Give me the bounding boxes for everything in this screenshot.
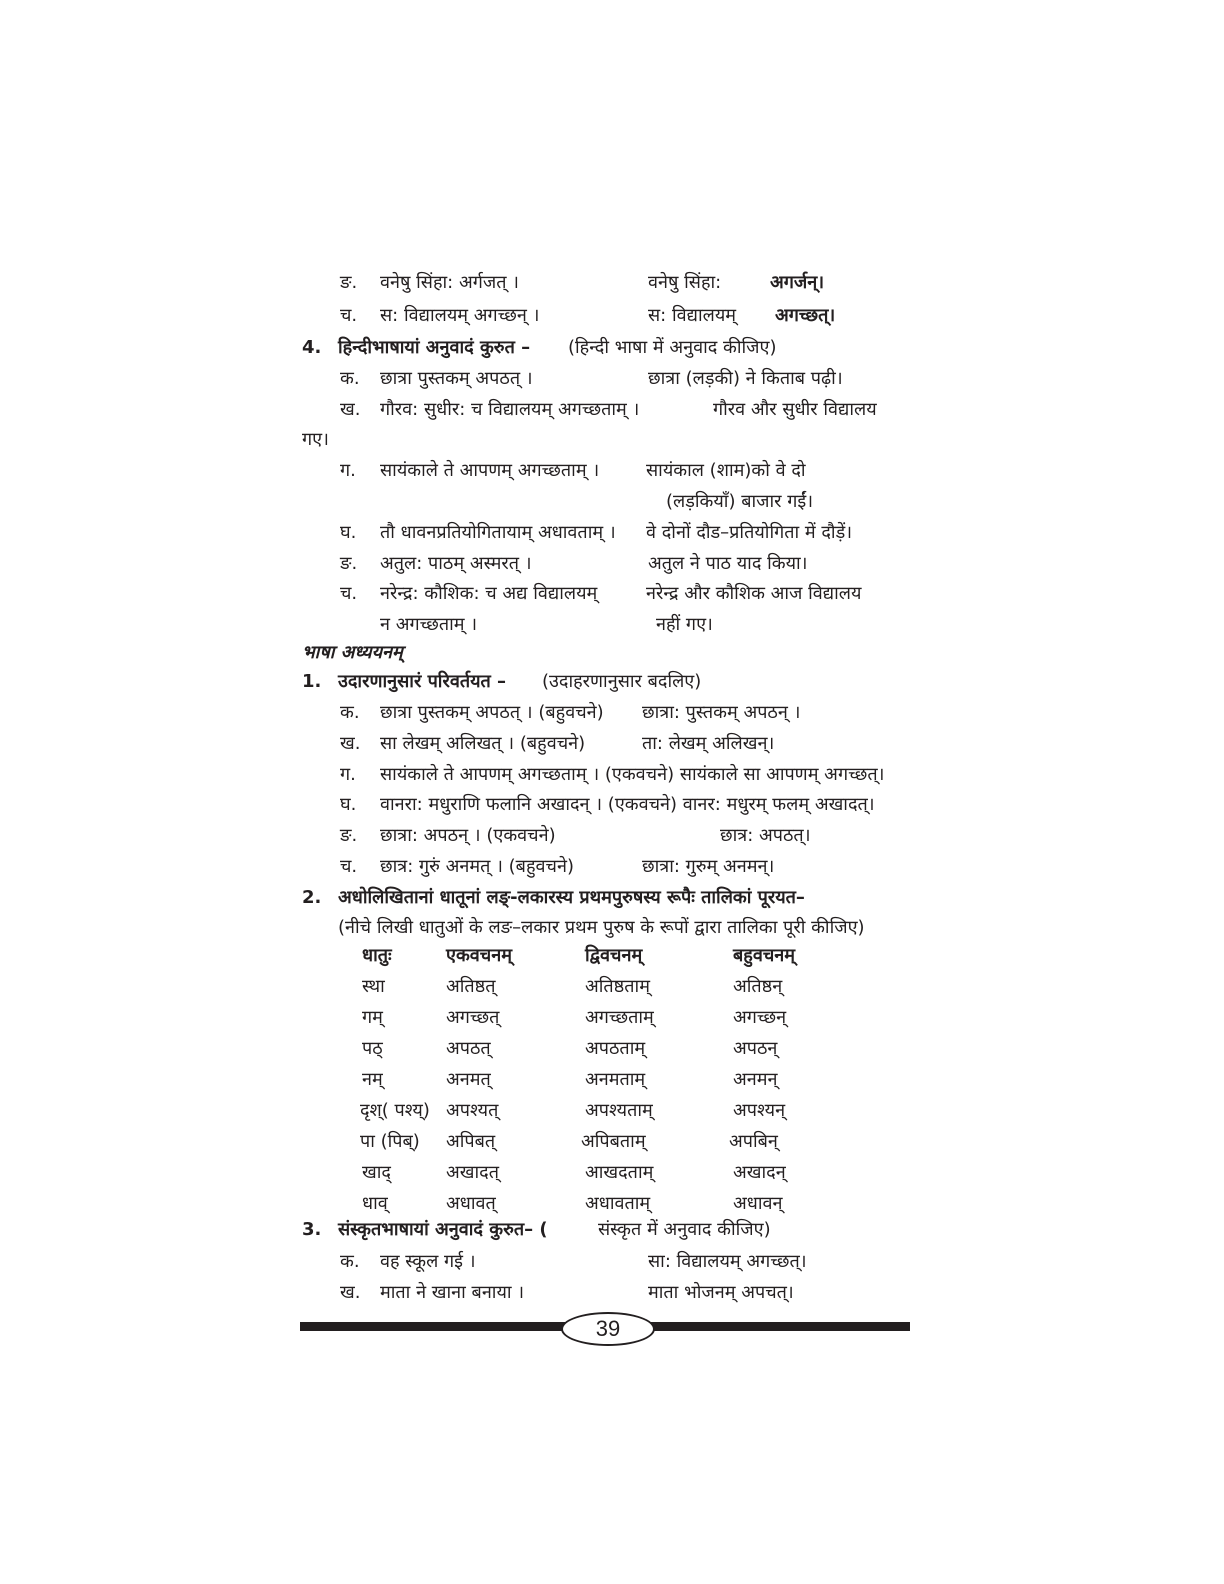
table-cell: अगच्छत् (446, 1007, 500, 1028)
table-cell: अनमताम् (585, 1069, 646, 1090)
text-line-l41-h: संस्कृतभाषायां अनुवादं कुरुत– ( (338, 1219, 548, 1240)
text-line-l9-s: तौ धावनप्रतियोगितायाम् अधावताम् । (380, 522, 616, 543)
text-line-l9-a: वे दोनों दौड–प्रतियोगिता में दौड़ें। (646, 522, 853, 543)
table-cell: अनमन् (733, 1069, 778, 1090)
text-line-l20-m: च. (340, 856, 358, 877)
table-cell: अखादन् (733, 1162, 786, 1183)
text-line-l21-n: 2. (302, 887, 322, 908)
text-line-l12-s: न अगच्छताम् । (380, 614, 478, 635)
text-line-l16-s: सा लेखम् अलिखत् । (बहुवचने) (380, 733, 586, 754)
table-cell: खाद् (362, 1162, 391, 1183)
table-cell: अपश्यताम् (585, 1100, 653, 1121)
text-line-l17-s: सायंकाले ते आपणम् अगच्छताम् । (एकवचने) सायंकाले सा आपणम् अगच्छत्। (380, 764, 885, 785)
text-line-l19-m: ङ. (340, 825, 358, 846)
text-line-l41-hn: संस्कृत में अनुवाद कीजिए) (598, 1219, 771, 1240)
text-line-l43-s: माता ने खाना बनाया । (380, 1282, 525, 1303)
table-cell: अपठत् (446, 1038, 491, 1059)
table-cell: अतिष्ठत् (446, 976, 496, 997)
text-line-l5-m: ख. (340, 399, 361, 420)
text-line-l22: (नीचे लिखी धातुओं के लङ–लकार प्रथम पुरुष के रूपों द्वारा तालिका पूरी कीजिए) (338, 917, 865, 938)
table-header-cell: द्विवचनम् (585, 945, 643, 966)
text-line-l2-ab: अगच्छत्। (775, 305, 836, 326)
text-line-l19-a: छात्र: अपठत्। (720, 825, 811, 846)
text-line-l1-ab: अगर्जन्। (770, 272, 825, 293)
table-cell: अधावताम् (585, 1193, 651, 1214)
text-line-l9-m: घ. (340, 522, 357, 543)
text-line-l1-s: वनेषु सिंहा: अर्गजत् । (380, 272, 520, 293)
text-line-l7-s: सायंकाले ते आपणम् अगच्छताम् । (380, 460, 600, 481)
table-cell: अपश्यत् (446, 1100, 499, 1121)
table-cell: अपठन् (733, 1038, 778, 1059)
table-cell: पठ् (362, 1038, 383, 1059)
text-line-l2-a: स: विद्यालयम् (648, 305, 737, 326)
text-line-l18-m: घ. (340, 794, 357, 815)
text-line-l14-hn: (उदाहरणानुसार बदलिए) (542, 671, 702, 692)
table-cell: अतिष्ठताम् (585, 976, 650, 997)
table-cell: स्था (362, 976, 385, 997)
text-line-l10-s: अतुल: पाठम् अस्मरत् । (380, 553, 532, 574)
table-header-cell: एकवचनम् (446, 945, 512, 966)
table-cell: धाव् (362, 1193, 388, 1214)
text-line-l19-s: छात्रा: अपठन् । (एकवचने) (380, 825, 556, 846)
text-line-l21-h: अधोलिखितानां धातूनां लङ्-लकारस्य प्रथमपुरुषस्य रूपैः तालिकां पूरयत– (338, 887, 805, 908)
text-line-l16-a: ता: लेखम् अलिखन्। (642, 733, 775, 754)
text-line-l20-a: छात्रा: गुरुम् अनमन्। (642, 856, 775, 877)
table-cell: अपबिन् (729, 1131, 778, 1152)
text-line-l13: भाषा अध्ययनम् (302, 642, 403, 663)
table-cell: अगच्छन् (733, 1007, 787, 1028)
text-line-l42-a: सा: विद्यालयम् अगच्छत्। (648, 1251, 807, 1272)
table-cell: नम् (362, 1069, 383, 1090)
text-line-l42-m: क. (340, 1251, 360, 1272)
text-line-l7-a: सायंकाल (शाम)को वे दो (646, 460, 806, 481)
table-cell: दृश्( पश्य्) (360, 1100, 430, 1121)
table-cell: अपश्यन् (733, 1100, 786, 1121)
text-line-l14-h: उदारणानुसारं परिवर्तयत – (338, 671, 507, 692)
text-line-l10-a: अतुल ने पाठ याद किया। (648, 553, 808, 574)
table-cell: अधावत् (446, 1193, 496, 1214)
text-line-l16-m: ख. (340, 733, 361, 754)
text-line-l3-hn: (हिन्दी भाषा में अनुवाद कीजिए) (568, 337, 777, 358)
text-line-l15-m: क. (340, 702, 360, 723)
text-line-l3-h: हिन्दीभाषायां अनुवादं कुरुत – (338, 337, 531, 358)
text-line-l3-n: 4. (302, 337, 322, 358)
text-line-l17-m: ग. (340, 764, 356, 785)
text-line-l2-m: च. (340, 305, 358, 326)
table-cell: गम् (362, 1007, 383, 1028)
text-line-l43-m: ख. (340, 1282, 361, 1303)
text-line-l5-s: गौरव: सुधीर: च विद्यालयम् अगच्छताम् । (380, 399, 640, 420)
text-line-l42-s: वह स्कूल गई । (380, 1251, 476, 1272)
table-cell: अपिबत् (446, 1131, 496, 1152)
text-line-l7-m: ग. (340, 460, 356, 481)
table-cell: आखदताम् (585, 1162, 654, 1183)
table-cell: अपठताम् (585, 1038, 646, 1059)
text-line-l11-m: च. (340, 583, 358, 604)
text-line-l11-a: नरेन्द्र और कौशिक आज विद्यालय (646, 583, 862, 604)
text-line-l6: गए। (302, 429, 329, 450)
table-cell: अपिबताम् (581, 1131, 646, 1152)
text-line-l2-s: स: विद्यालयम् अगच्छन् । (380, 305, 540, 326)
text-line-l14-n: 1. (302, 671, 322, 692)
text-line-l43-a: माता भोजनम् अपचत्। (648, 1282, 794, 1303)
text-line-l4-m: क. (340, 368, 360, 389)
text-line-l5-a: गौरव और सुधीर विद्यालय (713, 399, 877, 420)
text-line-l18-s: वानरा: मधुराणि फलानि अखादन् । (एकवचने) वानर: मधुरम् फलम् अखादत्। (380, 794, 875, 815)
table-header-cell: धातुः (362, 945, 392, 966)
text-line-l4-s: छात्रा पुस्तकम् अपठत् । (380, 368, 533, 389)
table-cell: अगच्छताम् (585, 1007, 654, 1028)
text-line-l8-a: (लड़कियाँ) बाजार गईं। (666, 491, 814, 512)
text-line-l10-m: ङ. (340, 553, 358, 574)
table-cell: पा (पिब्) (360, 1131, 420, 1152)
text-line-l1-a: वनेषु सिंहा: (648, 272, 722, 293)
text-line-l12-a: नहीं गए। (656, 614, 713, 635)
page-number: 39 (561, 1312, 655, 1346)
text-line-l15-s: छात्रा पुस्तकम् अपठत् । (बहुवचने) (380, 702, 604, 723)
text-line-l15-a: छात्रा: पुस्तकम् अपठन् । (642, 702, 801, 723)
text-line-l1-m: ङ. (340, 272, 358, 293)
table-cell: अखादत् (446, 1162, 499, 1183)
text-line-l11-s: नरेन्द्र: कौशिक: च अद्य विद्यालयम् (380, 583, 598, 604)
text-line-l4-a: छात्रा (लड़की) ने किताब पढ़ी। (648, 368, 843, 389)
table-cell: अधावन् (733, 1193, 783, 1214)
table-cell: अतिष्ठन् (733, 976, 783, 997)
text-line-l41-n: 3. (302, 1219, 322, 1240)
table-cell: अनमत् (446, 1069, 491, 1090)
text-line-l20-s: छात्र: गुरुं अनमत् । (बहुवचने) (380, 856, 574, 877)
table-header-cell: बहुवचनम् (733, 945, 796, 966)
